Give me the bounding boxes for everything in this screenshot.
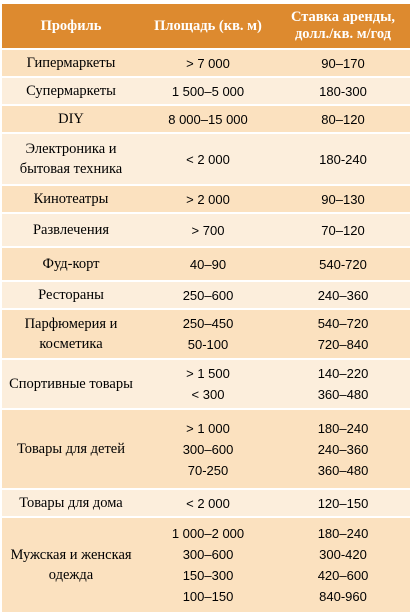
header-row	[2, 4, 410, 48]
area-value: 100–150	[182, 589, 234, 604]
area-value: 50-100	[187, 337, 229, 352]
table-row	[2, 310, 410, 358]
rate-cell	[276, 78, 410, 104]
area-cell	[140, 106, 276, 132]
area-value: < 2 000	[186, 495, 230, 511]
profile-cell: Мужская и женская одежда	[2, 518, 140, 612]
rate-value: 300-420	[319, 547, 367, 562]
rate-value: 360–480	[317, 462, 369, 478]
table-row	[2, 78, 410, 104]
table-row	[2, 490, 410, 516]
rate-value: 180–240	[317, 526, 369, 541]
rate-cell	[276, 214, 410, 246]
table-row	[2, 50, 410, 76]
rate-value: 180-240	[319, 151, 367, 167]
rate-value: 840-960	[319, 589, 367, 604]
rate-value: 720–840	[317, 337, 369, 352]
area-value: > 700	[191, 222, 225, 238]
area-value: 1 500–5 000	[171, 83, 245, 99]
rate-cell	[276, 310, 410, 358]
rate-cell	[276, 360, 410, 408]
area-value: > 2 000	[186, 191, 230, 207]
rate-cell	[276, 134, 410, 184]
area-value: > 1 000	[186, 420, 230, 436]
header-profile: Профиль	[2, 4, 140, 48]
rate-cell	[276, 490, 410, 516]
profile-cell: Электроника и бытовая техника	[2, 134, 140, 184]
area-cell	[140, 134, 276, 184]
area-cell	[140, 248, 276, 280]
table-body	[2, 50, 410, 612]
area-value: 8 000–15 000	[168, 111, 248, 127]
table-row	[2, 410, 410, 488]
rate-cell	[276, 248, 410, 280]
rate-cell	[276, 186, 410, 212]
area-cell	[140, 310, 276, 358]
area-cell	[140, 78, 276, 104]
area-value: 300–600	[182, 441, 234, 457]
table-row	[2, 106, 410, 132]
area-value: < 300	[191, 387, 225, 402]
area-value: 70-250	[187, 462, 229, 478]
rate-cell	[276, 50, 410, 76]
rate-cell	[276, 282, 410, 308]
area-value: 250–600	[182, 287, 234, 303]
header-area: Площадь (кв. м)	[140, 4, 276, 48]
area-value: 150–300	[182, 568, 234, 583]
rate-value: 70–120	[321, 222, 365, 238]
header-rate: Ставка аренды, долл./кв. м/год	[276, 4, 410, 48]
area-cell	[140, 50, 276, 76]
area-value: 1 000–2 000	[171, 526, 245, 541]
profile-cell: Товары для дома	[2, 490, 140, 516]
rental-rates-table-container	[2, 2, 410, 610]
area-value: > 7 000	[186, 55, 230, 71]
profile-cell: Гипермаркеты	[2, 50, 140, 76]
rental-rates-table	[2, 2, 410, 614]
profile-cell: DIY	[2, 106, 140, 132]
profile-cell: Супермаркеты	[2, 78, 140, 104]
rate-value: 120–150	[317, 495, 369, 511]
area-cell	[140, 410, 276, 488]
rate-cell	[276, 106, 410, 132]
rate-value: 360–480	[317, 387, 369, 402]
table-row	[2, 282, 410, 308]
area-cell	[140, 282, 276, 308]
rate-value: 540–720	[317, 316, 369, 331]
rate-value: 80–120	[321, 111, 365, 127]
area-cell	[140, 360, 276, 408]
rate-value: 90–130	[321, 191, 365, 207]
table-row	[2, 134, 410, 184]
profile-cell: Парфюмерия и косметика	[2, 310, 140, 358]
table-row	[2, 186, 410, 212]
area-cell	[140, 518, 276, 612]
profile-cell: Спортивные товары	[2, 360, 140, 408]
area-cell	[140, 214, 276, 246]
area-value: > 1 500	[186, 366, 230, 381]
rate-cell	[276, 410, 410, 488]
area-cell	[140, 490, 276, 516]
table-row	[2, 518, 410, 612]
profile-cell: Рестораны	[2, 282, 140, 308]
rate-value: 420–600	[317, 568, 369, 583]
area-value: 40–90	[189, 256, 227, 272]
rate-value: 540-720	[319, 256, 367, 272]
rate-value: 240–360	[317, 287, 369, 303]
area-value: < 2 000	[186, 151, 230, 167]
rate-value: 240–360	[317, 441, 369, 457]
rate-cell	[276, 518, 410, 612]
rate-value: 180–240	[317, 420, 369, 436]
area-value: 250–450	[182, 316, 234, 331]
profile-cell: Развлечения	[2, 214, 140, 246]
area-cell	[140, 186, 276, 212]
table-row	[2, 248, 410, 280]
profile-cell: Кинотеатры	[2, 186, 140, 212]
table-row	[2, 214, 410, 246]
profile-cell: Фуд-корт	[2, 248, 140, 280]
rate-value: 140–220	[317, 366, 369, 381]
area-value: 300–600	[182, 547, 234, 562]
rate-value: 180-300	[319, 83, 367, 99]
profile-cell: Товары для детей	[2, 410, 140, 488]
rate-value: 90–170	[321, 55, 365, 71]
table-row	[2, 360, 410, 408]
